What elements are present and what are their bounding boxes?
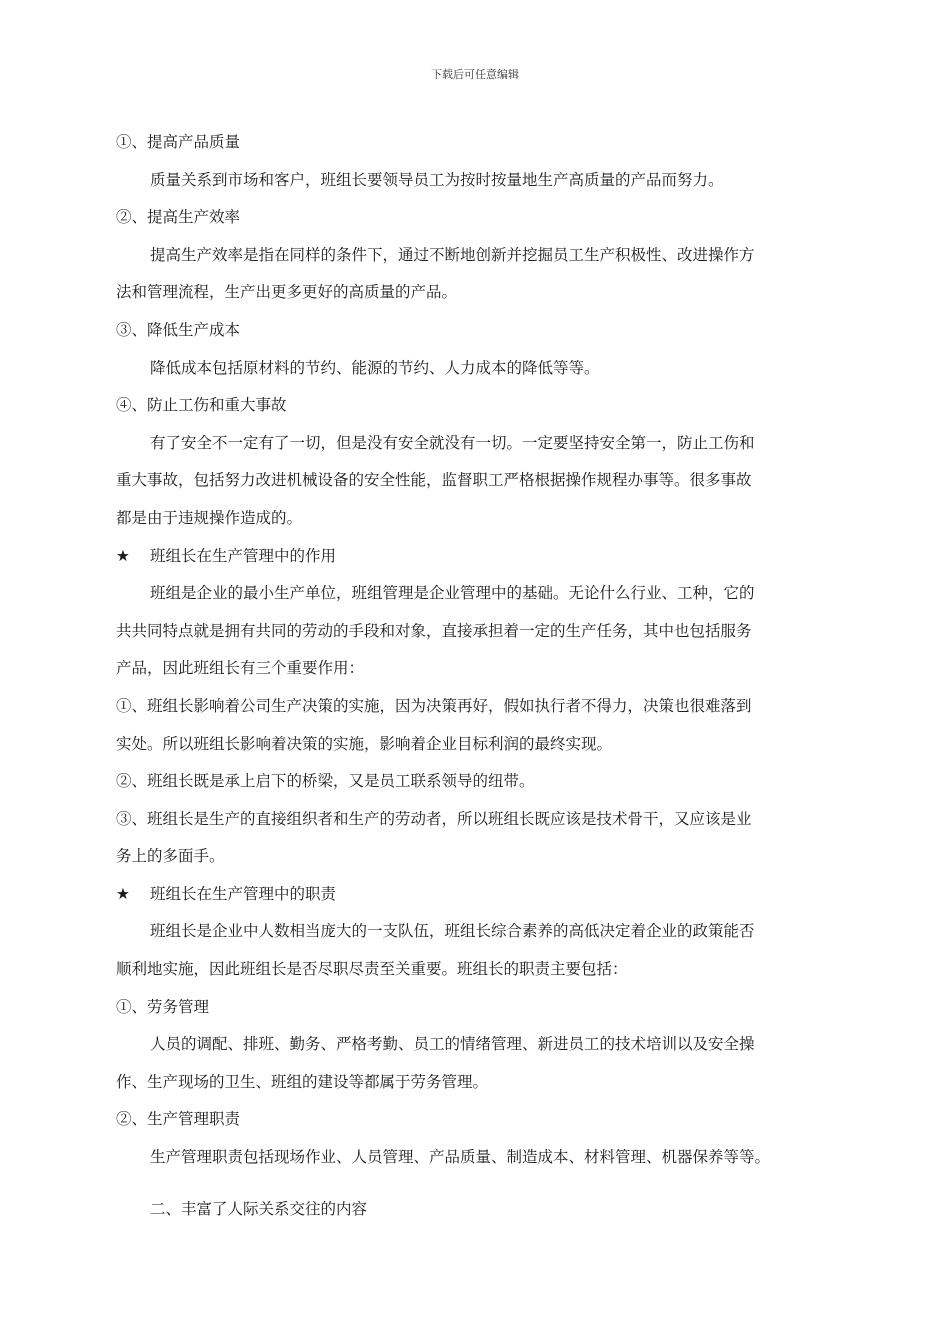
text-line [116,350,816,388]
line-text: ③、班组长是生产的直接组织者和生产的劳动者，所以班组长既应该是技术骨干，又应该是业 [116,809,752,828]
text-line [116,199,816,237]
section-heading [116,876,816,914]
text-line [116,726,816,764]
text-line [116,274,816,312]
line-text: 共共同特点就是拥有共同的劳动的手段和对象，直接承担着一定的生产任务，其中也包括服务 [116,621,752,640]
line-text: ①、提高产品质量 [116,133,241,151]
spacer [116,1177,816,1191]
line-text: 产品，因此班组长有三个重要作用： [116,659,365,678]
text-line [116,763,816,801]
line-text: 人员的调配、排班、勤务、严格考勤、员工的情绪管理、新进员工的技术培训以及安全操 [150,1035,755,1054]
text-line [116,312,816,350]
line-text: 班组长在生产管理中的职责 [150,884,337,903]
text-line [116,124,816,162]
text-line [116,650,816,688]
line-text: 生产管理职责包括现场作业、人员管理、产品质量、制造成本、材料管理、机器保养等等。 [150,1148,771,1167]
line-text: 班组长是企业中人数相当庞大的一支队伍，班组长综合素养的高低决定着企业的政策能否 [150,922,755,941]
star-bullet-icon: ★ [116,546,130,565]
line-text: ①、班组长影响着公司生产决策的实施，因为决策再好，假如执行者不得力，决策也很难落到 [116,696,752,715]
line-text: 班组是企业的最小生产单位，班组管理是企业管理中的基础。无论什么行业、工种，它的 [150,584,755,603]
line-text: 提高生产效率是指在同样的条件下，通过不断地创新并挖掘员工生产积极性、改进操作方 [150,245,755,264]
line-text: 降低成本包括原材料的节约、能源的节约、人力成本的降低等等。 [150,358,600,377]
text-line [116,500,816,538]
line-text: 都是由于违规操作造成的。 [116,508,303,527]
line-text: ①、劳务管理 [116,997,210,1016]
line-text: 务上的多面手。 [116,847,225,866]
line-text: ④、防止工伤和重大事故 [116,396,287,415]
text-line [116,688,816,726]
text-line [116,575,816,613]
line-text: 法和管理流程，生产出更多更好的高质量的产品。 [116,283,458,302]
line-text: ②、班组长既是承上启下的桥梁，又是员工联系领导的纽带。 [116,772,535,791]
star-bullet-icon: ★ [116,884,130,903]
text-line [116,913,816,951]
text-line [116,613,816,651]
text-line [116,1101,816,1139]
line-text: 质量关系到市场和客户，班组长要领导员工为按时按量地生产高质量的产品而努力。 [150,170,724,189]
text-line [116,387,816,425]
line-text: 作、生产现场的卫生、班组的建设等都属于劳务管理。 [116,1072,489,1091]
document-body [116,124,816,1228]
text-line [116,162,816,200]
line-text: ②、生产管理职责 [116,1110,241,1129]
text-line [116,801,816,839]
text-line [116,838,816,876]
line-text: 班组长在生产管理中的作用 [150,546,337,565]
text-line [116,425,816,463]
line-text: 实处。所以班组长影响着决策的实施，影响着企业目标利润的最终实现。 [116,734,613,753]
text-line [116,462,816,500]
line-text: ③、降低生产成本 [116,320,241,339]
page-header: 下载后可任意编辑 [431,68,519,81]
text-line [116,1139,816,1177]
text-line [116,989,816,1027]
line-text: 重大事故，包括努力改进机械设备的安全性能，监督职工严格根据操作规程办事等。很多事故 [116,471,752,490]
text-line [116,237,816,275]
line-text: 顺利地实施，因此班组长是否尽职尽责至关重要。班组长的职责主要包括： [116,960,628,979]
chapter-heading: 二、丰富了人际关系交往的内容 [150,1199,368,1218]
text-line [116,1064,816,1102]
line-text: 有了安全不一定有了一切，但是没有安全就没有一切。一定要坚持安全第一，防止工伤和 [150,433,755,452]
section-heading [116,538,816,576]
line-text: ②、提高生产效率 [116,208,241,227]
text-line [116,951,816,989]
text-line [116,1026,816,1064]
